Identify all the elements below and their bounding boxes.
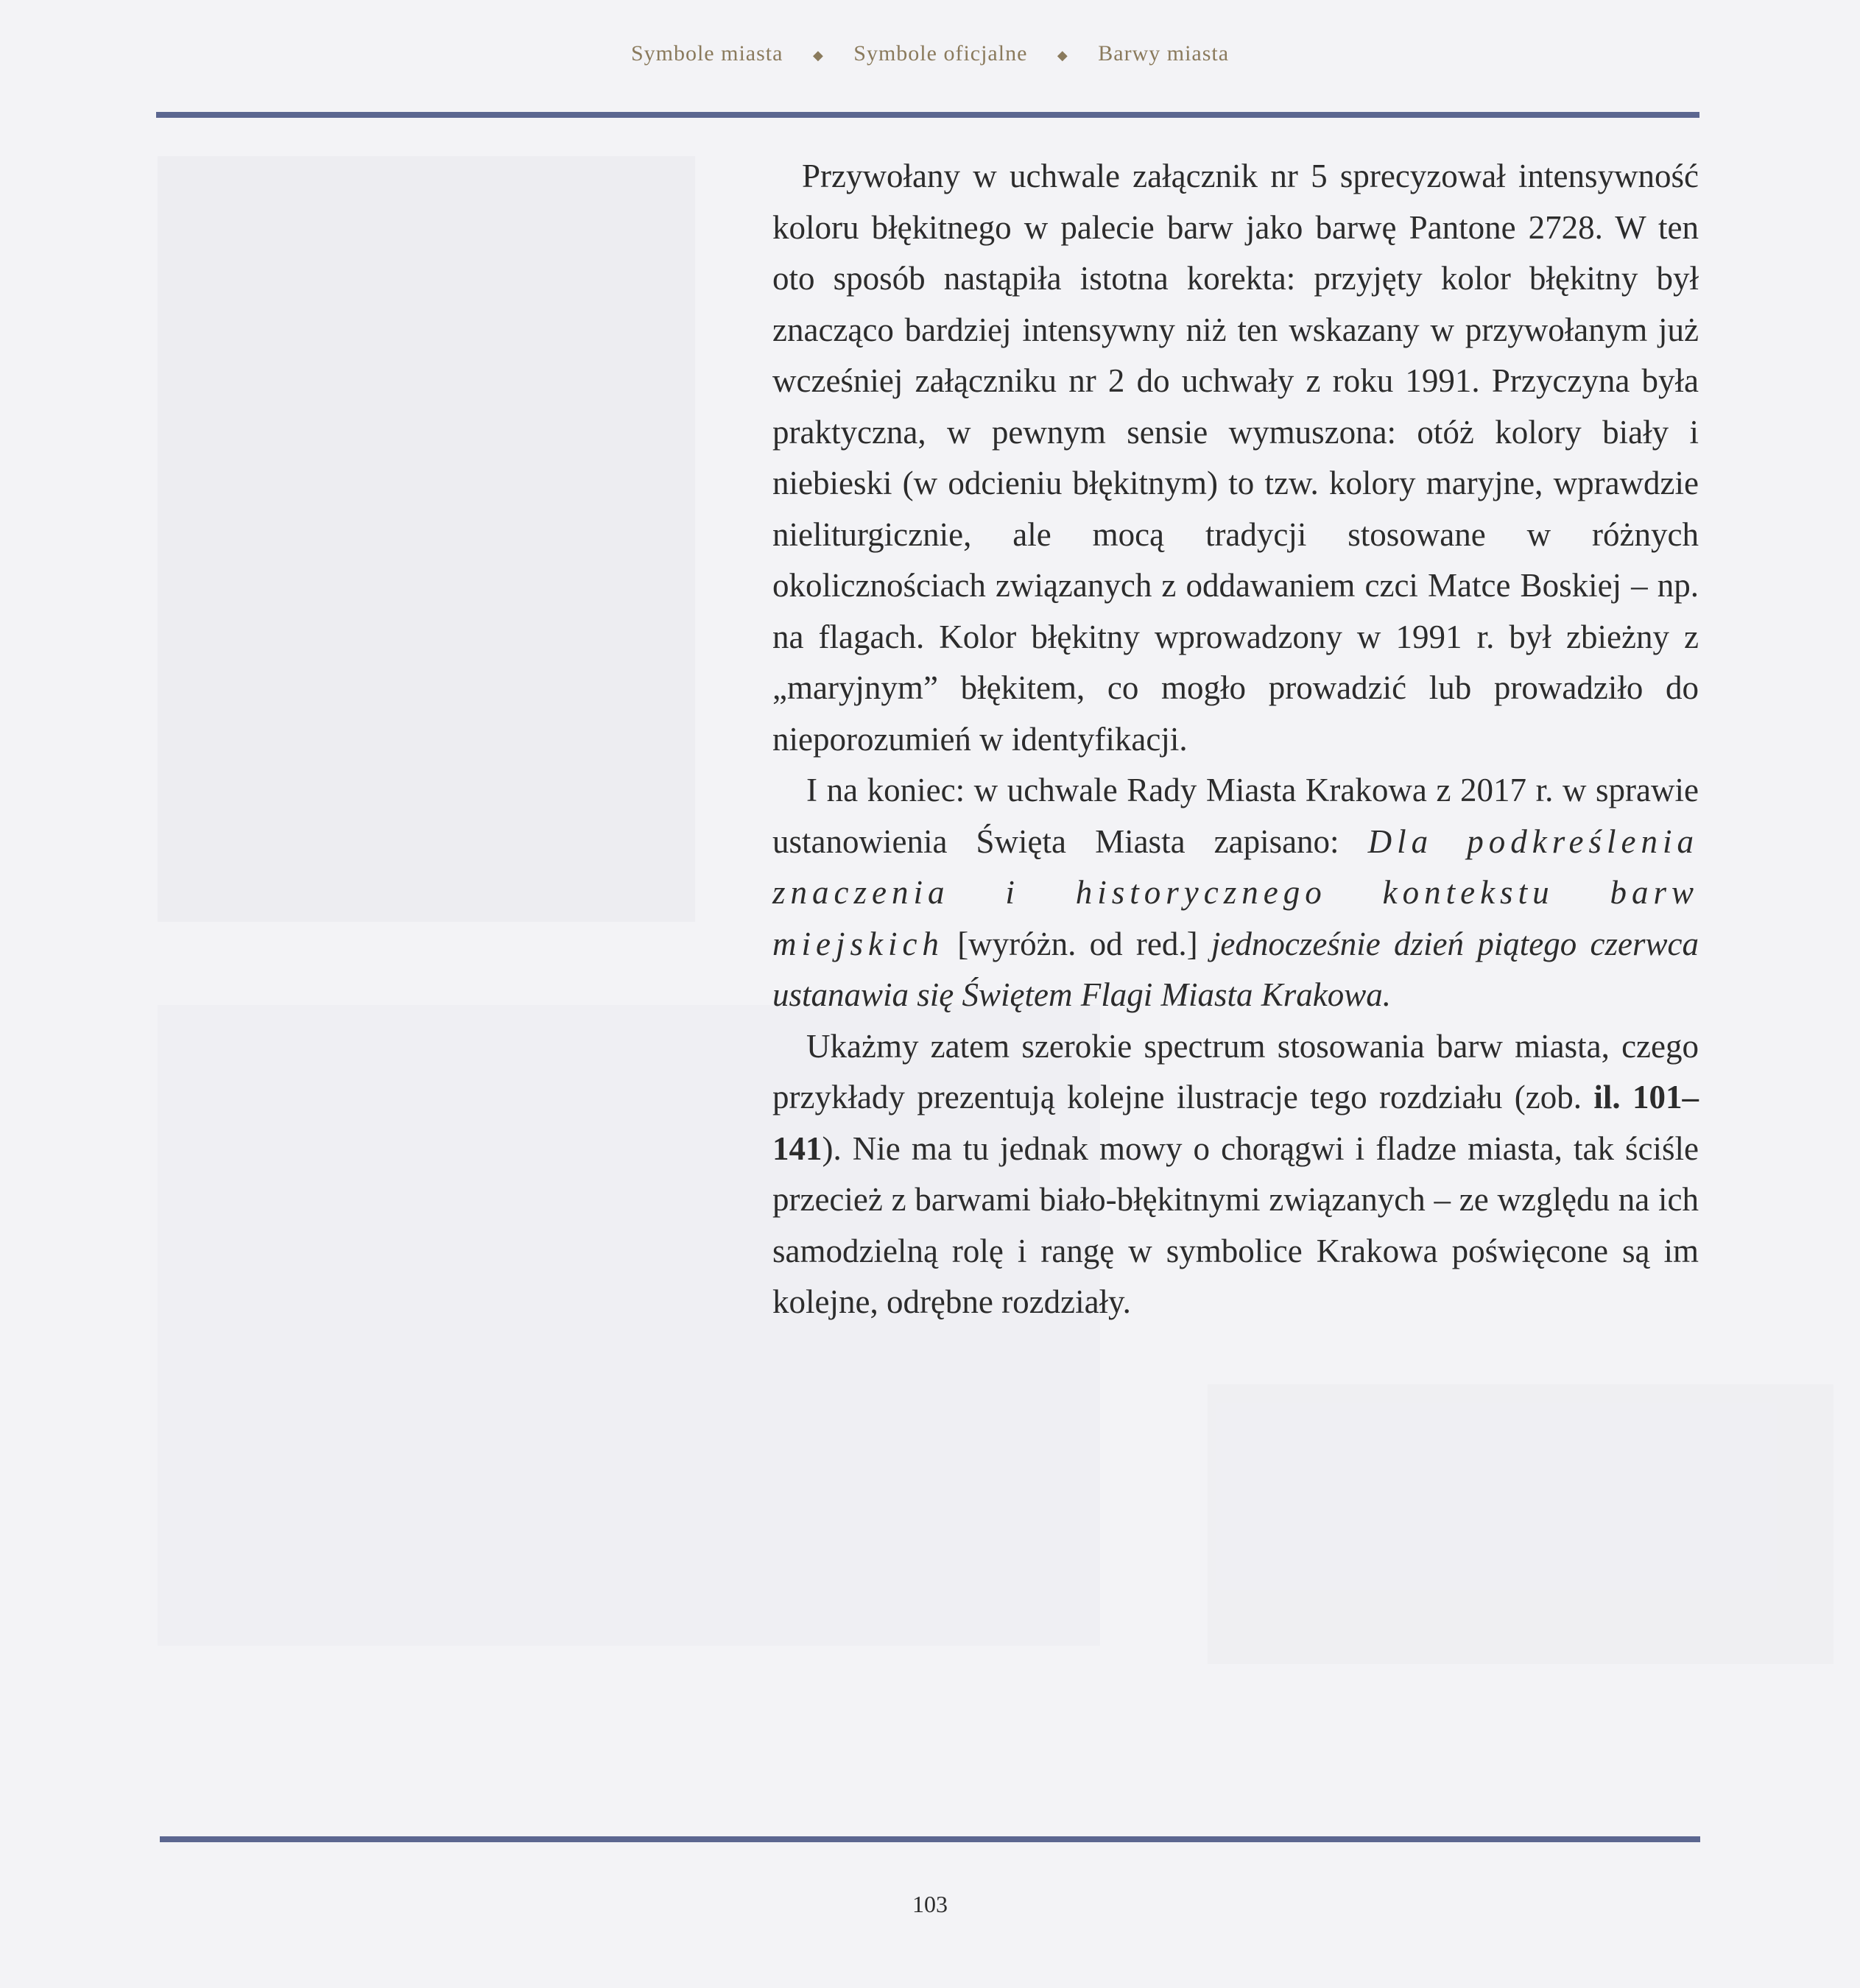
paragraph-3-text-end: ). Nie ma tu jednak mowy o chorągwi i fladze miasta, tak ściśle przecież z barwami biało-błękitnymi związanych – ze względu na ich samodzielną rolę i rangę w symbolice Krakowa poświęcone są im kolejne, odrębne rozdziały. (772, 1129, 1699, 1320)
bottom-rule (160, 1836, 1700, 1842)
paragraph-1 (772, 151, 1699, 765)
diamond-separator-icon: ◆ (812, 47, 824, 63)
paragraph-3 (772, 1021, 1699, 1328)
editorial-note: [wyróżn. od red.] (943, 925, 1211, 962)
paragraph-2-text: I na koniec: w uchwale Rady Miasta Krakowa z 2017 r. w sprawie ustanowienia Święta Miasta zapisano: (772, 772, 1699, 860)
header-crumb-barwy-miasta: Barwy miasta (1098, 41, 1230, 66)
faded-show-through-block (158, 156, 695, 922)
header-crumb-symbole-miasta: Symbole miasta (630, 41, 783, 66)
faded-show-through-block (1208, 1384, 1833, 1664)
running-header (0, 41, 1860, 66)
paragraph-1-text: Przywołany w uchwale załącznik nr 5 sprecyzował intensywność koloru błękitnego w palecie barw jako barwę Pantone 2728. W ten oto sposób nastąpiła istotna korekta: przyjęty kolor błękitny był znacząco bardziej intensywny niż ten wskazany w przywołanym już wcześniej załączniku nr 2 do uchwały z roku 1991. Przyczyna była praktyczna, w pewnym sensie wymuszona: otóż kolory biały i niebieski (w odcieniu błękitnym) to tzw. kolory maryjne, wprawdzie nieliturgicznie, ale mocą tradycji stosowane w różnych okolicznościach związanych z oddawaniem czci Matce Boskiej – np. na flagach. Kolor błękitny wprowadzony w 1991 r. był zbieżny z „maryjnym” błękitem, co mogło prowadzić lub prowadziło do nieporozumień w identyfikacji. (772, 158, 1699, 758)
top-rule (156, 112, 1699, 118)
quote-continuation: jednocześnie dzień piątego czerwca ustanawia się Świętem Flagi Miasta Krakowa. (772, 925, 1699, 1013)
quoted-emphasis: Dla podkreślenia znaczenia i historycznego kontekstu barw miejskich (772, 822, 1699, 962)
paragraph-2 (772, 765, 1699, 1021)
page-number: 103 (912, 1891, 948, 1917)
paragraph-3-text-start: Ukażmy zatem szerokie spectrum stosowania barw miasta, czego przykłady prezentują kolejne ilustracje tego rozdziału (zob. (772, 1027, 1699, 1115)
body-text (772, 151, 1699, 1328)
header-crumb-symbole-oficjalne: Symbole oficjalne (853, 41, 1028, 66)
figure-reference: il. 101–141 (772, 1079, 1699, 1167)
diamond-separator-icon: ◆ (1057, 47, 1068, 63)
